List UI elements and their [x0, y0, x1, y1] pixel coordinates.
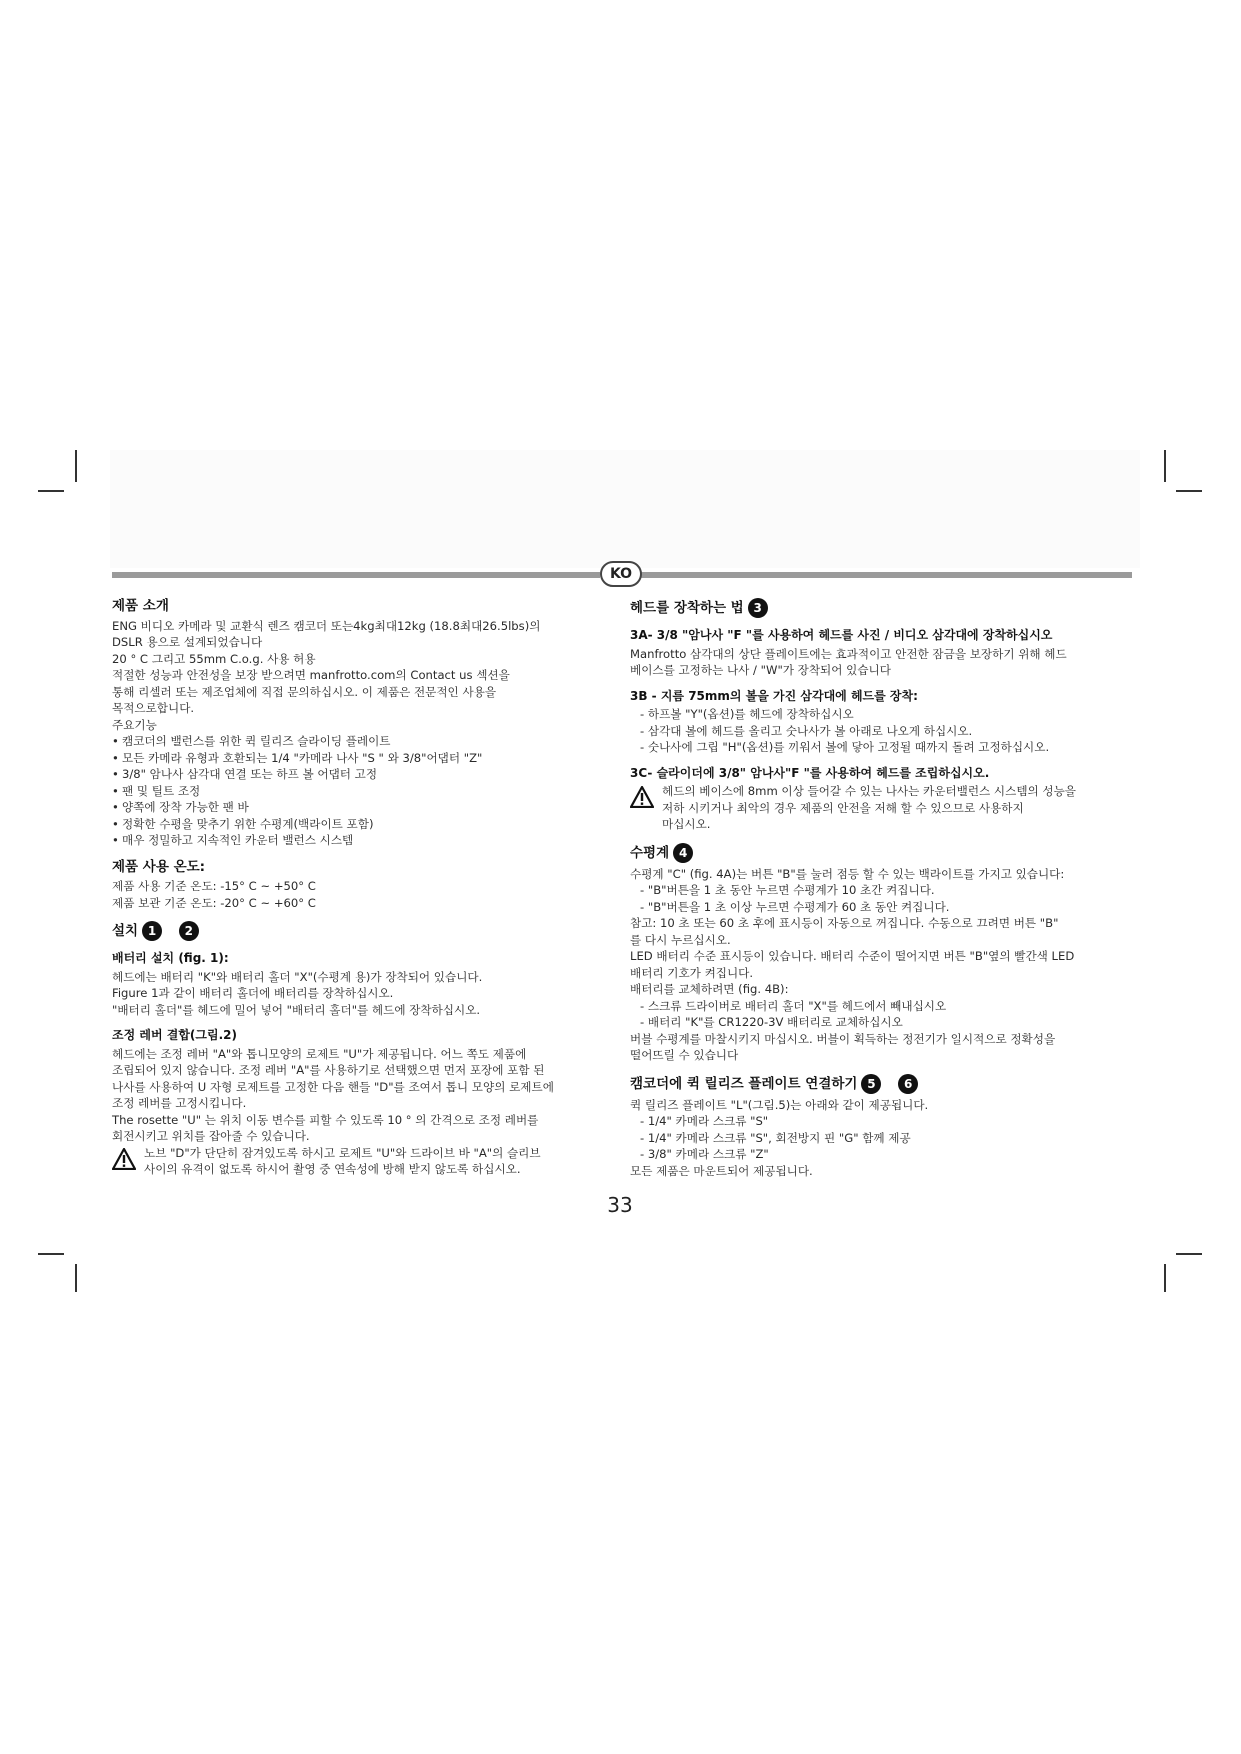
- intro-title: 제품 소개: [112, 598, 169, 614]
- section-3c-title: 3C- 슬라이더에 3/8" 암나사"F "를 사용하여 헤드를 조립하십시오.: [630, 765, 990, 780]
- text-line: 사이의 유격이 없도록 하시어 촬영 중 연속성에 방해 받지 않도록 하십시오.: [144, 1162, 521, 1176]
- level-title: [630, 843, 1140, 863]
- text-line: 제품 보관 기준 온도: -20° C ~ +60° C: [112, 895, 316, 910]
- temperature-text: [112, 878, 612, 911]
- quick-release-title: [630, 1074, 1140, 1094]
- step-badge-1: 1: [142, 921, 162, 941]
- quick-release-title-text: 캠코더에 퀵 릴리즈 플레이트 연결하기: [630, 1075, 858, 1092]
- list-item: • 양쪽에 장착 가능한 팬 바: [112, 799, 612, 816]
- quick-release-text: [630, 1097, 1140, 1114]
- text-line: - 1/4" 카메라 스크류 "S", 회전방지 핀 "G" 함께 제공: [640, 1130, 911, 1145]
- warning-icon: [630, 786, 654, 808]
- text-line: 통해 리셀러 또는 제조업체에 직접 문의하십시오. 이 제품은 전문적인 사용을: [112, 684, 497, 699]
- install-title: [112, 921, 612, 941]
- text-line: 배터리 기호가 켜집니다.: [630, 965, 754, 980]
- text-line: 버블 수평계를 마찰시키지 마십시오. 버블이 획득하는 정전기가 일시적으로 정확성을: [630, 1031, 1056, 1046]
- text-line: 배터리를 교체하려면 (fig. 4B):: [630, 982, 789, 996]
- crop-mark: [38, 1253, 64, 1255]
- quick-release-list: [630, 1113, 1140, 1163]
- crop-mark: [1176, 1253, 1202, 1255]
- section-3b-title: 3B - 지름 75mm의 볼을 가진 삼각대에 헤드를 장착:: [630, 688, 918, 703]
- section-3c-warning-text: [662, 783, 1140, 833]
- temperature-title: 제품 사용 온도:: [112, 858, 206, 875]
- section-3c-warning: [630, 783, 1140, 833]
- battery-title: 배터리 설치 (fig. 1):: [112, 951, 229, 965]
- section-3b-text: [630, 706, 1140, 756]
- crop-mark: [38, 490, 64, 492]
- quick-release-end: 모든 제품은 마운트되어 제공됩니다.: [630, 1163, 813, 1178]
- level-text: [630, 866, 1140, 883]
- text-line: 목적으로합니다.: [112, 701, 195, 715]
- right-column: [630, 598, 1140, 1179]
- text-line: 참고: 10 초 또는 60 초 후에 표시등이 자동으로 꺼집니다. 수동으로 끄려면 버튼 "B": [630, 916, 1059, 930]
- text-line: - 삼각대 볼에 헤드를 올리고 숫나사가 볼 아래로 나오게 하십시오.: [640, 723, 973, 738]
- text-line: ENG 비디오 카메라 및 교환식 렌즈 캠코더 또는4kg최대12kg (18.8최대26.5lbs)의: [112, 618, 541, 633]
- level-text-3: [630, 1031, 1140, 1064]
- list-item: • 팬 및 틸트 조정: [112, 783, 612, 800]
- lever-text: [112, 1046, 612, 1145]
- crop-mark: [1164, 1264, 1166, 1292]
- crop-mark: [75, 1264, 77, 1292]
- text-line: 헤드에는 조정 레버 "A"와 톱니모양의 로제트 "U"가 제공됩니다. 어느 쪽도 제품에: [112, 1046, 527, 1061]
- crop-mark: [1164, 450, 1166, 482]
- text-line: 20 ° C 그리고 55mm C.o.g. 사용 허용: [112, 651, 316, 666]
- text-line: 제품 사용 기준 온도: -15° C ~ +50° C: [112, 879, 316, 893]
- text-line: "배터리 홀더"를 헤드에 밀어 넣어 "배터리 홀더"를 헤드에 장착하십시오.: [112, 1002, 481, 1017]
- text-line: - 스크류 드라이버로 배터리 홀더 "X"를 헤드에서 빼내십시오: [640, 998, 947, 1013]
- section-3a-title: 3A- 3/8 "암나사 "F "를 사용하여 헤드를 사진 / 비디오 삼각대에 장착하십시오: [630, 628, 1053, 642]
- list-item: • 정확한 수평을 맞추기 위한 수평계(백라이트 포함): [112, 816, 612, 833]
- text-line: - "B"버튼을 1 초 동안 누르면 수평계가 10 초간 켜집니다.: [640, 883, 935, 897]
- level-sub-list-2: [630, 998, 1140, 1031]
- step-badge-3: 3: [748, 598, 768, 618]
- text-line: 조립되어 있지 않습니다. 조정 레버 "A"를 사용하기로 선택했으면 먼저 포장에 포함 된: [112, 1063, 545, 1077]
- battery-text: [112, 969, 612, 1019]
- text-line: 조정 레버를 고정시킵니다.: [112, 1096, 247, 1110]
- text-line: 주요기능: [112, 717, 157, 732]
- text-line: 회전시키고 위치를 잡아줄 수 있습니다.: [112, 1129, 310, 1143]
- step-badge-6: 6: [898, 1074, 918, 1094]
- header-rule-right: [640, 572, 1132, 578]
- lever-warning: [112, 1145, 612, 1178]
- section-3a-text: [630, 646, 1140, 679]
- text-line: LED 배터리 수준 표시등이 있습니다. 배터리 수준이 떨어지면 버튼 "B"옆의 빨간색 LED: [630, 949, 1075, 963]
- text-line: 마십시오.: [662, 817, 711, 831]
- text-line: Manfrotto 삼각대의 상단 플레이트에는 효과적이고 안전한 잠금을 보장하기 위해 헤드: [630, 646, 1067, 661]
- text-line: 저하 시키거나 최악의 경우 제품의 안전을 저해 할 수 있으므로 사용하지: [662, 800, 1024, 815]
- header-rule-left: [112, 572, 600, 578]
- level-sub-list: [630, 882, 1140, 915]
- text-line: 헤드의 베이스에 8mm 이상 들어갈 수 있는 나사는 카운터밸런스 시스템의 성능을: [662, 784, 1077, 798]
- list-item: • 3/8" 암나사 삼각대 연결 또는 하프 볼 어댑터 고정: [112, 766, 612, 783]
- text-line: - "B"버튼을 1 초 이상 누르면 수평계가 60 초 동안 켜집니다.: [640, 899, 950, 914]
- text-line: 노브 "D"가 단단히 잠겨있도록 하시고 로제트 "U"와 드라이브 바 "A"의 슬리브: [144, 1145, 541, 1160]
- language-badge: KO: [600, 561, 642, 587]
- text-line: 헤드에는 배터리 "K"와 배터리 홀더 "X"(수평계 용)가 장착되어 있습니다.: [112, 969, 483, 984]
- text-line: 적절한 성능과 안전성을 보장 받으려면 manfrotto.com의 Contact us 섹션을: [112, 668, 510, 682]
- install-title-text: 설치: [112, 923, 139, 939]
- level-title-text: 수평계: [630, 844, 670, 861]
- text-line: DSLR 용으로 설계되었습니다: [112, 635, 263, 649]
- list-item: • 모든 카메라 유형과 호환되는 1/4 "카메라 나사 "S " 와 3/8"어댑터 "Z": [112, 750, 612, 767]
- header-band: [110, 450, 1140, 568]
- text-line: - 하프볼 "Y"(옵션)를 헤드에 장착하십시오: [640, 707, 854, 721]
- text-line: 수평계 "C" (fig. 4A)는 버튼 "B"를 눌러 점등 할 수 있는 백라이트를 가지고 있습니다:: [630, 866, 1065, 881]
- step-badge-5: 5: [861, 1074, 881, 1094]
- text-line: - 숫나사에 그립 "H"(옵션)를 끼워서 볼에 닿아 고정될 때까지 돌려 고정하십시오.: [640, 740, 1050, 754]
- mount-title: [630, 598, 1140, 618]
- text-line: 퀵 릴리즈 플레이트 "L"(그림.5)는 아래와 같이 제공됩니다.: [630, 1097, 929, 1112]
- step-badge-4: 4: [673, 843, 693, 863]
- lever-title: 조정 레버 결합(그림.2): [112, 1028, 237, 1042]
- mount-title-text: 헤드를 장착하는 법: [630, 600, 744, 616]
- left-column: [112, 598, 612, 1178]
- text-line: The rosette "U" 는 위치 이동 변수를 피할 수 있도록 10 ° 의 간격으로 조정 레버를: [112, 1112, 539, 1127]
- text-line: - 배터리 "K"를 CR1220-3V 배터리로 교체하십시오: [640, 1015, 903, 1029]
- page-number: 33: [607, 1193, 633, 1217]
- level-text-2: [630, 915, 1140, 998]
- step-badge-2: 2: [179, 921, 199, 941]
- text-line: 베이스를 고정하는 나사 / "W"가 장착되어 있습니다: [630, 663, 891, 677]
- text-line: 를 다시 누르십시오.: [630, 932, 731, 947]
- text-line: 떨어뜨릴 수 있습니다: [630, 1048, 739, 1062]
- list-item: • 매우 정밀하고 지속적인 카운터 밸런스 시스템: [112, 832, 612, 849]
- list-item: • 캠코더의 밸런스를 위한 퀵 릴리즈 슬라이딩 플레이트: [112, 733, 612, 750]
- text-line: - 3/8" 카메라 스크류 "Z": [640, 1147, 769, 1161]
- text-line: 나사를 사용하여 U 자형 로제트를 고정한 다음 핸들 "D"를 조여서 톱니 모양의 로제트에: [112, 1079, 554, 1094]
- lever-warning-text: [144, 1145, 612, 1178]
- feature-list: [112, 733, 612, 849]
- crop-mark: [1176, 490, 1202, 492]
- warning-icon: [112, 1148, 136, 1170]
- intro-text: [112, 618, 612, 734]
- text-line: - 1/4" 카메라 스크류 "S": [640, 1114, 769, 1128]
- text-line: Figure 1과 같이 배터리 홀더에 배터리를 장착하십시오.: [112, 986, 394, 1000]
- crop-mark: [75, 450, 77, 482]
